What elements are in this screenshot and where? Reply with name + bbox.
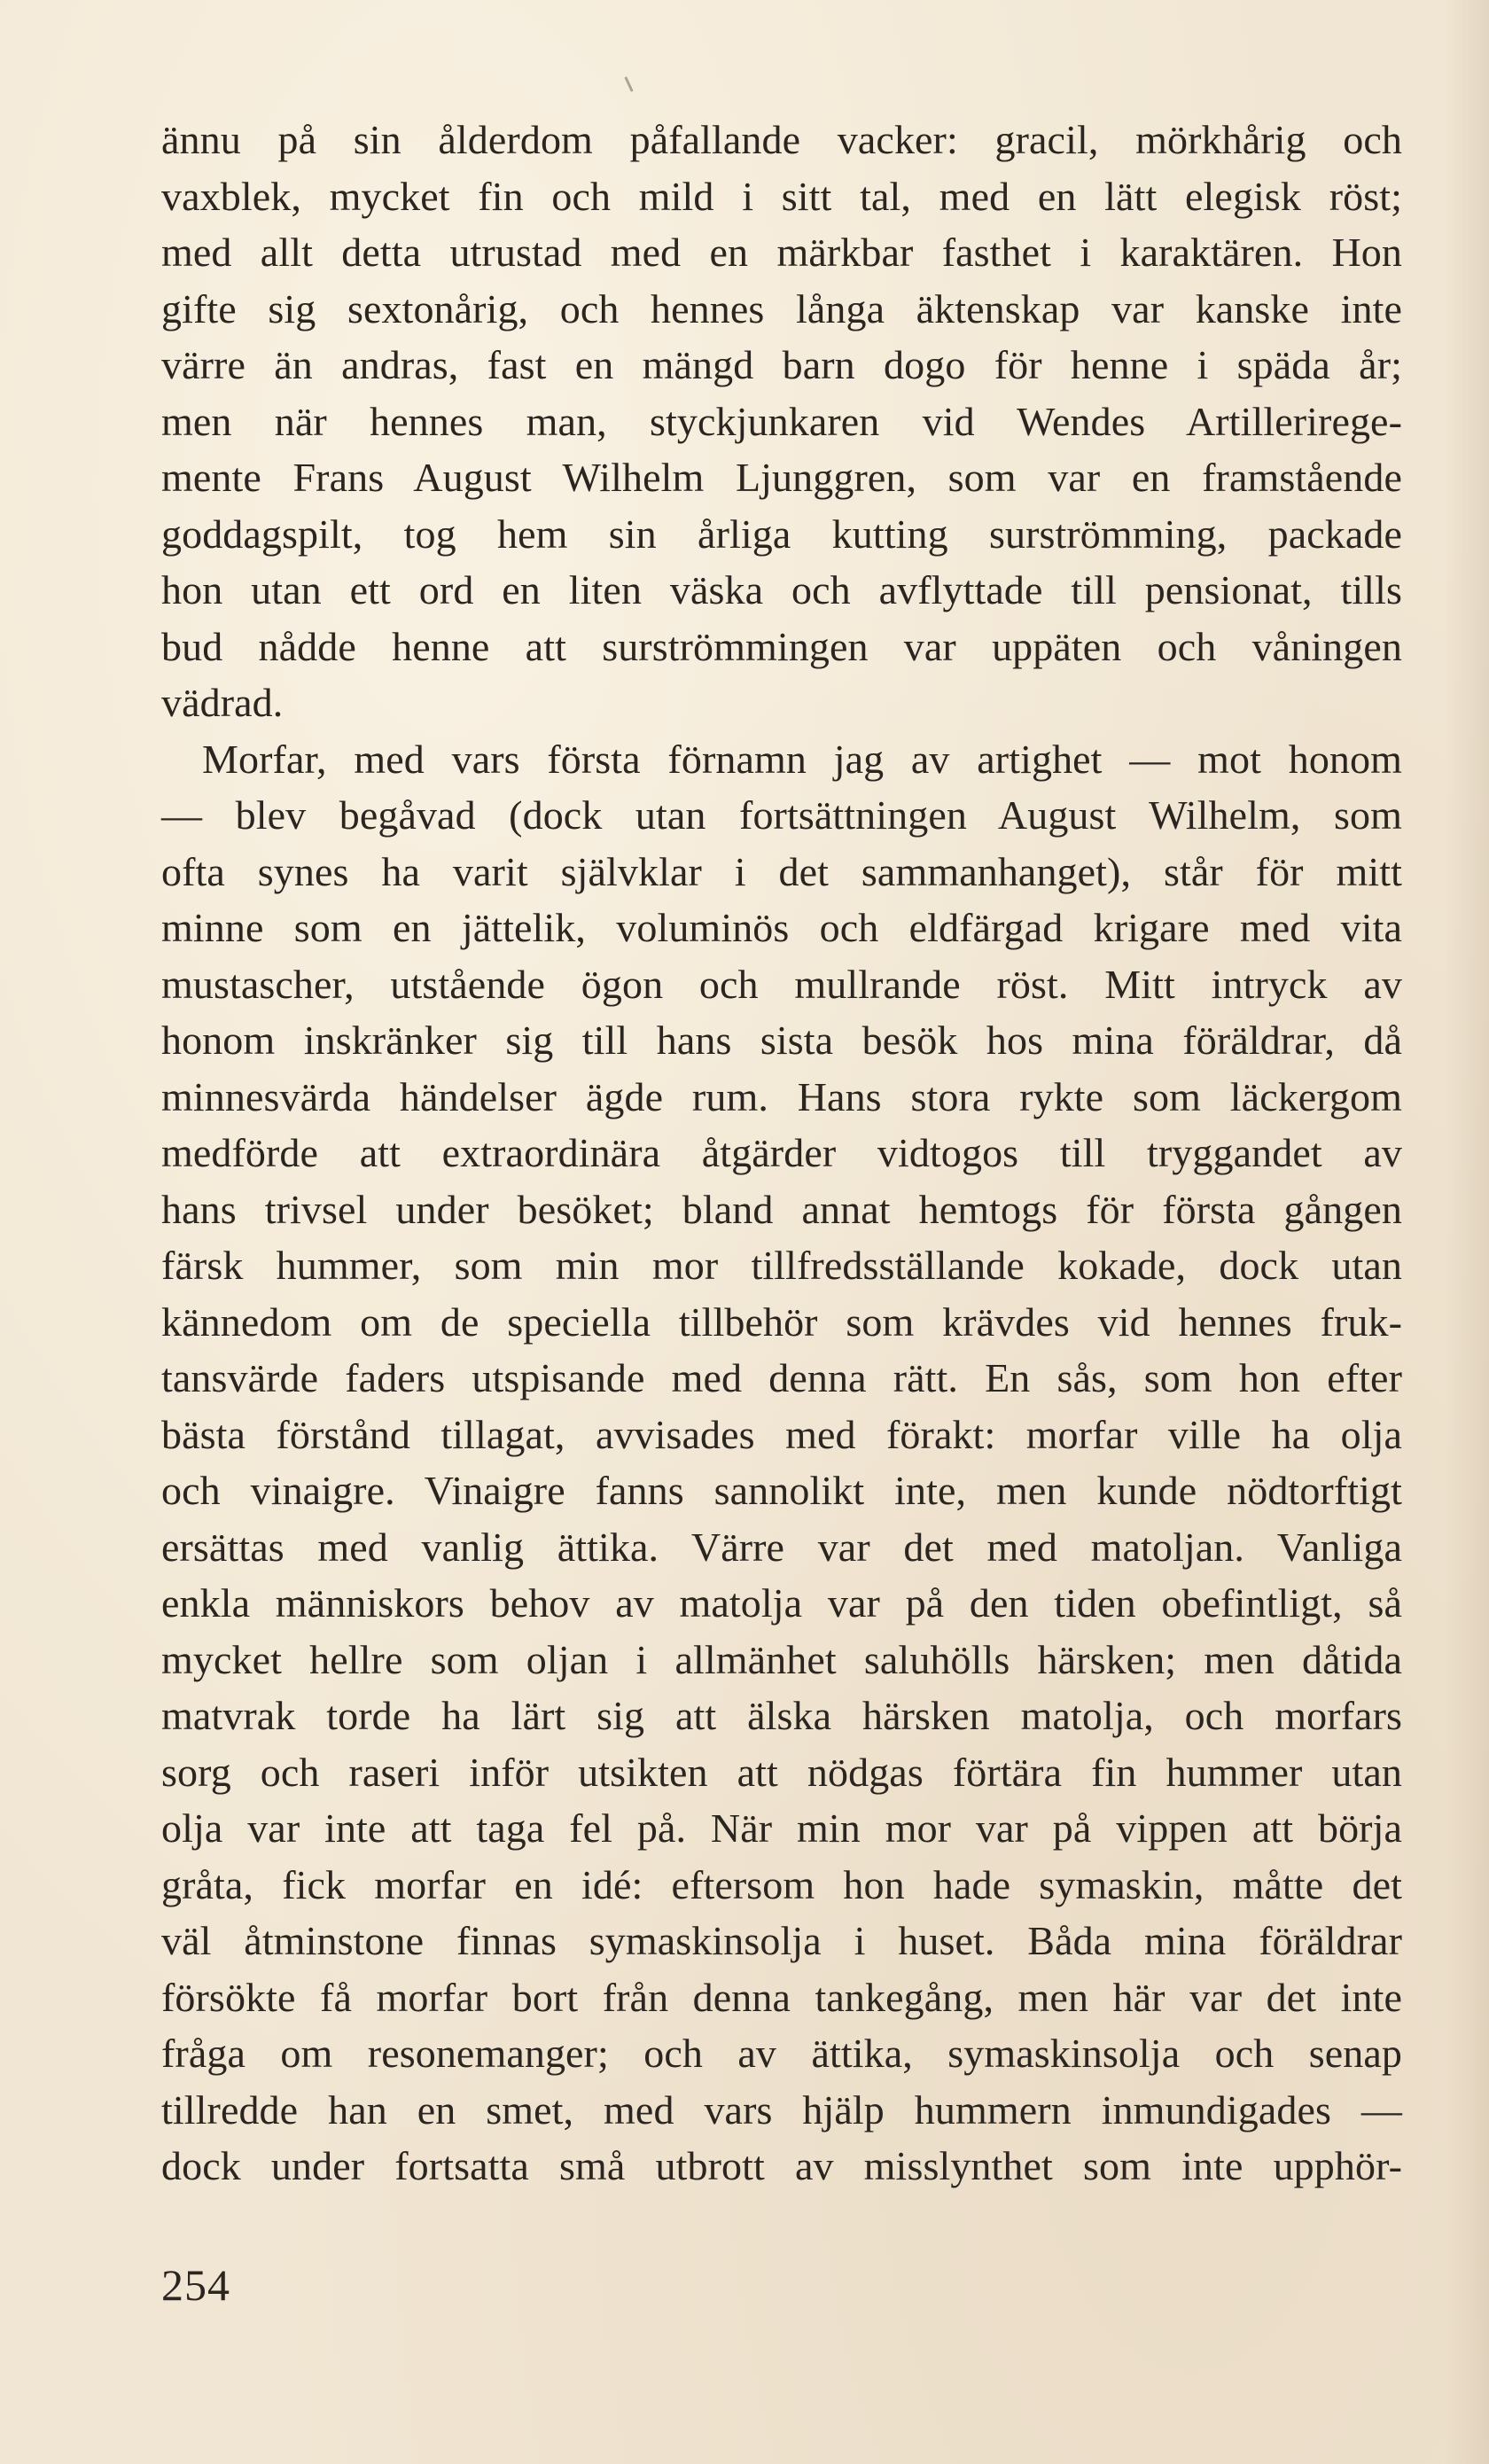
text-line: vaxblek, mycket fin och mild i sitt tal, med en lätt elegisk röst; — [161, 173, 1402, 219]
text-line: bästa förstånd tillagat, avvisades med förakt: morfar ville ha olja — [161, 1411, 1402, 1457]
text-line: gifte sig sextonårig, och hennes långa äktenskap var kanske inte — [161, 285, 1402, 331]
text-line: ofta synes ha varit självklar i det sammanhanget), står för mitt — [161, 848, 1402, 894]
paragraph-2 — [161, 731, 1402, 2195]
text-line: men när hennes man, styckjunkaren vid Wendes Artillerirege- — [161, 398, 1402, 444]
text-line: mente Frans August Wilhelm Ljunggren, som var en framstående — [161, 455, 1402, 500]
text-line: sorg och raseri inför utsikten att nödgas förtära fin hummer utan — [161, 1749, 1402, 1795]
text-line: minnesvärda händelser ägde rum. Hans stora rykte som läckergom — [161, 1073, 1402, 1119]
text-line: medförde att extraordinära åtgärder vidtogos till tryggandet av — [161, 1130, 1402, 1175]
text-line: tillredde han en smet, med vars hjälp hummern inmundigades — — [161, 2086, 1402, 2133]
text-line: hans trivsel under besöket; bland annat hemtogs för första gången — [161, 1186, 1402, 1232]
text-line: med allt detta utrustad med en märkbar fasthet i karaktären. Hon — [161, 230, 1402, 275]
text-line: matvrak torde ha lärt sig att älska härsken matolja, och morfars — [161, 1693, 1402, 1738]
text-line: hon utan ett ord en liten väska och avflyttade till pensionat, tills — [161, 567, 1402, 612]
text-line: honom inskränker sig till hans sista besök hos mina föräldrar, då — [161, 1018, 1402, 1063]
text-line: försökte få morfar bort från denna tankegång, men här var det inte — [161, 1974, 1402, 2020]
text-line: olja var inte att taga fel på. När min mor var på vippen att börja — [161, 1805, 1402, 1851]
text-line: — blev begåvad (dock utan fortsättningen August Wilhelm, som — [161, 792, 1402, 838]
text-line: dock under fortsatta små utbrott av misslynthet som inte upphör- — [161, 2143, 1402, 2188]
text-line: tansvärde faders utspisande med denna rätt. En sås, som hon efter — [161, 1355, 1402, 1400]
text-line: och vinaigre. Vinaigre fanns sannolikt inte, men kunde nödtorftigt — [161, 1468, 1402, 1513]
text-line: väl åtminstone finnas symaskinsolja i huset. Båda mina föräldrar — [161, 1918, 1402, 1963]
text-line: enkla människors behov av matolja var på den tiden obefintligt, så — [161, 1580, 1402, 1626]
paper-speck — [624, 76, 633, 92]
text-line: vädrad. — [161, 680, 284, 725]
text-line: bud nådde henne att surströmmingen var uppäten och våningen — [161, 623, 1402, 669]
text-line: Morfar, med vars första förnamn jag av artighet — mot honom — [202, 736, 1402, 782]
text-line: kännedom om de speciella tillbehör som krävdes vid hennes fruk- — [161, 1298, 1402, 1345]
body-text — [161, 112, 1402, 2195]
text-line: minne som en jättelik, voluminös och eldfärgad krigare med vita — [161, 905, 1402, 950]
text-line: mycket hellre som oljan i allmänhet saluhölls härsken; men dåtida — [161, 1636, 1402, 1682]
text-line: färsk hummer, som min mor tillfredsställande kokade, dock utan — [161, 1243, 1402, 1288]
text-line: värre än andras, fast en mängd barn dogo för henne i späda år; — [161, 342, 1402, 387]
text-line: fråga om resonemanger; och av ättika, symaskinsolja och senap — [161, 2031, 1402, 2076]
page-number: 254 — [161, 2260, 230, 2310]
text-line: ännu på sin ålderdom påfallande vacker: gracil, mörkhårig och — [161, 117, 1402, 162]
text-line: ersättas med vanlig ättika. Värre var det med matoljan. Vanliga — [161, 1524, 1402, 1570]
paragraph-1 — [161, 112, 1402, 731]
text-line: goddagspilt, tog hem sin årliga kutting surströmming, packade — [161, 511, 1402, 557]
text-line: gråta, fick morfar en idé: eftersom hon hade symaskin, måtte det — [161, 1861, 1402, 1907]
text-line: mustascher, utstående ögon och mullrande röst. Mitt intryck av — [161, 961, 1402, 1007]
